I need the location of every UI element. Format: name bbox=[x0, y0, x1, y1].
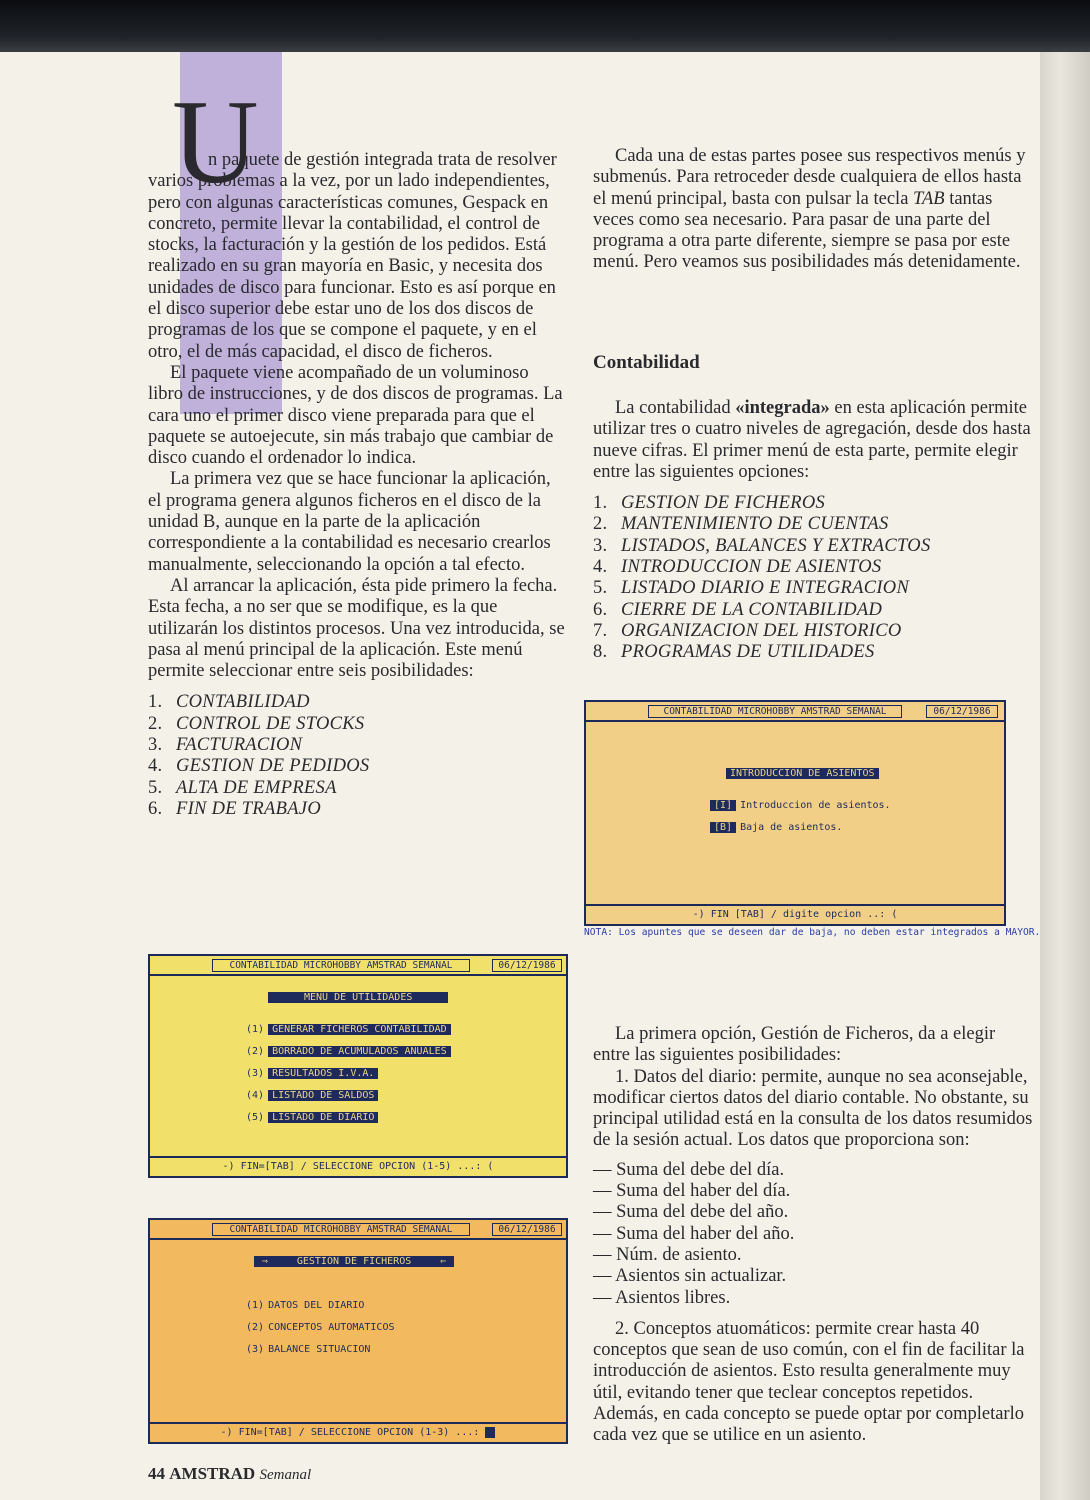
paragraph: Al arrancar la aplicación, ésta pide primero la fecha. Esta fecha, a no ser que se modifique, es la que utilizarán los distintos procesos. Una vez introducida, se pasa al menú principal de la aplicación. Este menú permite seleccionar entre seis posibilidades: bbox=[148, 575, 565, 682]
menu-option: (1) GENERAR FICHEROS CONTABILIDAD bbox=[246, 1024, 451, 1035]
list-item: — Asientos sin actualizar. bbox=[593, 1266, 787, 1287]
list-item: 2. CONTROL DE STOCKS bbox=[148, 713, 365, 734]
page-folio bbox=[148, 1464, 311, 1484]
magazine-subtitle: Semanal bbox=[259, 1467, 312, 1483]
adjacent-page-edge bbox=[1040, 52, 1090, 1500]
screen-footer: -) FIN [TAB] / digite opcion ..: ( bbox=[586, 904, 1004, 924]
section-heading: Contabilidad bbox=[593, 352, 700, 373]
menu-option: (1) DATOS DEL DIARIO bbox=[246, 1300, 365, 1311]
menu-option: (2) BORRADO DE ACUMULADOS ANUALES bbox=[246, 1046, 451, 1057]
list-item: 4. GESTION DE PEDIDOS bbox=[148, 756, 370, 777]
list-item: 3. LISTADOS, BALANCES Y EXTRACTOS bbox=[593, 535, 931, 556]
list-item: 7. ORGANIZACION DEL HISTORICO bbox=[593, 620, 902, 641]
top-dark-band bbox=[0, 0, 1090, 52]
left-column bbox=[148, 150, 568, 820]
screen-title: CONTABILIDAD MICROHOBBY AMSTRAD SEMANAL bbox=[212, 959, 470, 972]
right-column-top bbox=[593, 146, 1033, 274]
list-item: — Núm. de asiento. bbox=[593, 1244, 742, 1265]
intro-paragraph: n paquete de gestión integrada trata de resolver varios problemas a la vez, por un lado independientes, pero con algunas características comunes, Gespack en concreto, permite llevar la contabilidad, el control de stocks, la facturación y la gestión de los pedidos. Está realizado en su gran mayoría en Basic, y necesita dos unidades de disco para funcionar. Esto es así porque en el disco superior debe estar uno de los dos discos de programas de los que se compone el paquete, y en el otro, el de más capacidad, el disco de ficheros. bbox=[148, 150, 557, 362]
list-item: 5. ALTA DE EMPRESA bbox=[148, 777, 337, 798]
list-item: 2. MANTENIMIENTO DE CUENTAS bbox=[593, 514, 889, 535]
screen-footer: -) FIN=[TAB] / SELECCIONE OPCION (1-5) ...: ( bbox=[150, 1156, 566, 1176]
magazine-name: AMSTRAD bbox=[169, 1464, 256, 1483]
main-menu-list bbox=[148, 692, 568, 820]
list-item: 4. INTRODUCCION DE ASIENTOS bbox=[593, 557, 882, 578]
menu-option: (3) BALANCE SITUACION bbox=[246, 1344, 371, 1355]
menu-option: (5) LISTADO DE DIARIO bbox=[246, 1112, 378, 1123]
screen-date: 06/12/1986 bbox=[492, 959, 562, 972]
list-item: — Suma del debe del año. bbox=[593, 1202, 789, 1223]
screen-heading: MENU DE UTILIDADES bbox=[268, 992, 448, 1003]
list-item: 6. FIN DE TRABAJO bbox=[148, 798, 321, 819]
list-item: 3. FACTURACION bbox=[148, 735, 303, 756]
menu-option: (2) CONCEPTOS AUTOMATICOS bbox=[246, 1322, 395, 1333]
screen-title: CONTABILIDAD MICROHOBBY AMSTRAD SEMANAL bbox=[648, 705, 902, 718]
list-item: — Suma del haber del día. bbox=[593, 1181, 791, 1202]
list-item: — Asientos libres. bbox=[593, 1287, 731, 1308]
list-item: — Suma del haber del año. bbox=[593, 1223, 795, 1244]
list-item: 6. CIERRE DE LA CONTABILIDAD bbox=[593, 599, 883, 620]
screenshot-ficheros bbox=[148, 1218, 568, 1444]
paragraph: Cada una de estas partes posee sus respectivos menús y submenús. Para retroceder desde cualquiera de ellos hasta el menú principal, basta con pulsar la tecla TAB tantas veces como sea necesario. Para pasar de una parte del programa a otra parte diferente, siempre se pasa por este menú. Pero veamos sus posibilidades más detenidamente. bbox=[593, 146, 1026, 273]
drop-cap: U bbox=[172, 75, 259, 208]
paragraph: La contabilidad «integrada» en esta aplicación permite utilizar tres o cuatro niveles de agregación, desde dos hasta nueve cifras. El primer menú de esta parte, permite elegir entre las siguientes opciones: bbox=[593, 398, 1031, 482]
paragraph: El paquete viene acompañado de un voluminoso libro de instrucciones, y de dos discos de programas. La cara uno el primer disco viene preparada para que el paquete se autoejecute, sin más trabajo que cambiar de disco cuando el ordenador lo indica. bbox=[148, 362, 563, 469]
screen-footer: -) FIN=[TAB] / SELECCIONE OPCION (1-3) ...: bbox=[150, 1422, 566, 1442]
screen-heading: ⇒ GESTION DE FICHEROS ⇐ bbox=[254, 1256, 454, 1267]
menu-option: [B] Baja de asientos. bbox=[710, 822, 842, 833]
contab-menu-list bbox=[593, 493, 1033, 663]
paragraph: 1. Datos del diario: permite, aunque no sea aconsejable, modificar ciertos datos del diario contable. No obstante, su principal utilidad está en la consulta de los datos resumidos de la sesión actual. Los datos que proporciona son: bbox=[593, 1066, 1033, 1151]
list-item: 1. CONTABILIDAD bbox=[148, 692, 310, 713]
screen-date: 06/12/1986 bbox=[926, 705, 998, 718]
paragraph: 2. Conceptos atuomáticos: permite crear hasta 40 conceptos que sean de uso común, con el fin de facilitar la introducción de asientos. Esto resulta generalmente muy útil, evitando tener que teclear conceptos repetidos. Además, en cada concepto se puede optar por completarlo cada vez que se utilice en un asiento. bbox=[593, 1318, 1025, 1446]
right-column-contab bbox=[593, 398, 1033, 664]
menu-option: (4) LISTADO DE SALDOS bbox=[246, 1090, 378, 1101]
paragraph: La primera opción, Gestión de Ficheros, da a elegir entre las siguientes posibilidades: bbox=[593, 1024, 996, 1066]
list-item: 1. GESTION DE FICHEROS bbox=[593, 493, 826, 514]
cursor bbox=[485, 1427, 495, 1438]
dash-list bbox=[593, 1160, 1033, 1309]
list-item: 5. LISTADO DIARIO E INTEGRACION bbox=[593, 578, 910, 599]
paragraph: La primera vez que se hace funcionar la aplicación, el programa genera algunos ficheros en el disco de la unidad B, aunque en la parte de la aplicación correspondiente a la contabilidad es necesario crearlos manualmente, seleccionando la opción a tal efecto. bbox=[148, 469, 551, 575]
screen-date: 06/12/1986 bbox=[492, 1223, 562, 1236]
menu-option: [I] Introduccion de asientos. bbox=[710, 800, 891, 811]
right-column-lower bbox=[593, 1024, 1033, 1447]
screenshot-asientos bbox=[584, 700, 1006, 926]
screenshot-utilidades bbox=[148, 954, 568, 1178]
page-number: 44 bbox=[148, 1464, 165, 1483]
menu-option: (3) RESULTADOS I.V.A. bbox=[246, 1068, 378, 1079]
list-item: 8. PROGRAMAS DE UTILIDADES bbox=[593, 642, 875, 663]
screen-note: NOTA: Los apuntes que se deseen dar de baja, no deben estar integrados a MAYOR. bbox=[584, 927, 1041, 938]
screen-heading: INTRODUCCION DE ASIENTOS bbox=[726, 768, 879, 779]
list-item: — Suma del debe del día. bbox=[593, 1159, 785, 1180]
screen-title: CONTABILIDAD MICROHOBBY AMSTRAD SEMANAL bbox=[212, 1223, 470, 1236]
